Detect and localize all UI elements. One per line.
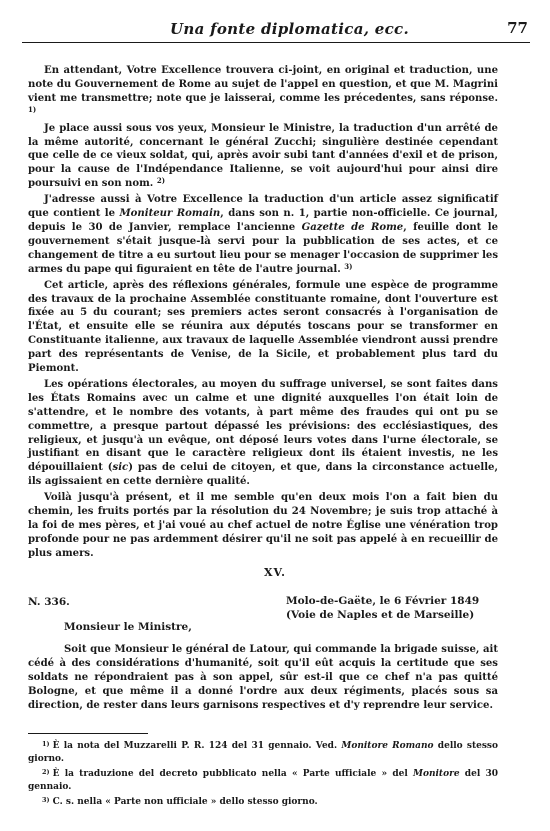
footnote-reference: 1) <box>28 104 37 114</box>
footnote-reference: 3) <box>344 261 353 271</box>
paragraph <box>28 491 498 561</box>
paragraph-text: , dans son n. 1, partie non-officielle. Ce journal, depuis le 30 de Janvier, remplace l'ancienne <box>28 208 498 233</box>
section-number: XV. <box>264 566 286 579</box>
running-title: Una fonte diplomatica, ecc. <box>170 20 410 38</box>
paragraph-text: , feuille dont le gouvernement s'était jusque-là servi pour la pubblication de ses actes, et ce changement de titre a eu surtout lieu pour se menager l'occasion de supprimer les armes du pape qui figuraient en tête de l'autre journal. <box>28 221 499 275</box>
footnote <box>28 740 498 766</box>
footnote-text: È la traduzione del decreto pubblicato nella « Parte ufficiale » del <box>52 769 413 779</box>
paragraph <box>28 279 498 376</box>
route-line: (Voie de Naples et de Marseille) <box>286 609 475 621</box>
footnote-reference: 2) <box>156 176 166 186</box>
paragraph-text: ) pas de celui de citoyen, et que, dans la circonstance actuelle, ils agissaient en cette dernière qualité. <box>28 462 498 488</box>
footnotes <box>28 740 498 809</box>
footnote-mark: 1) <box>42 740 50 748</box>
letter-body <box>28 643 498 713</box>
paragraph-text: Cet article, après des réflexions générales, formule une espèce de programme des travaux de la prochaine Assemblée constituante romaine, dont l'ouverture est fixée au 5 du courant; ses premiers actes seront consacrés à l'organisation de l'État, et ensuite elle se réunira aux députés toscans pour se transformer en Constituante italienne, aux travaux de laquelle Assemblée viendront aussi prendre part des représentants de Venise, de la Sicile, et probablement plus tard du Piemont. <box>28 279 498 375</box>
footnote-text: È la nota del Muzzarelli P. R. 124 del 31 gennaio. Ved. <box>52 741 342 751</box>
footnote-text: C. s. nella « Parte non ufficiale » dello stesso giorno. <box>52 797 318 807</box>
footnote-mark: 2) <box>42 768 50 776</box>
paragraph <box>28 193 498 276</box>
header-rule <box>22 42 530 43</box>
sic-mark: sic <box>112 462 129 474</box>
paragraph <box>28 378 498 489</box>
salutation: Monsieur le Ministre, <box>64 621 192 633</box>
letter-number: N. 336. <box>28 596 70 608</box>
journal-title: Monitore <box>413 769 460 779</box>
paragraph-text: J'adresse aussi à Votre Excellence la traduction d'un article assez significatif que contient le <box>28 194 498 220</box>
paragraph-text: Je place aussi sous vos yeux, Monsieur le Ministre, la traduction d'un arrêté de la même autorité, concernant le général Zucchi; singulière destinée cependant que celle de ce vieux soldat, qui, après avoir subi tant d'années d'exil et de prison, pour la cause de l'Indépendance Italienne, se voit aujourd'hui pour ainsi dire poursuivi en son nom. <box>28 122 498 190</box>
main-text <box>28 64 498 561</box>
place-date-line: Molo-de-Gaëte, le 6 Février 1849 <box>286 595 480 607</box>
footnote-mark: 3) <box>42 796 50 804</box>
place-date <box>286 594 479 622</box>
footnote <box>28 796 498 809</box>
paragraph-text: Les opérations électorales, au moyen du suffrage universel, se sont faites dans les États Romains avec un calme et une dignité auxquelles l'on était loin de s'attendre, et le nombre des votants, à part même des fraudes qui ont pu se commettre, a presque partout dépassé les prévisions: des ecclésiastiques, des religieux, et jusqu'à un evêque, ont déposé leurs votes dans l'urne électorale, se justifiant en disant que le caractère religieux dont ils étaient investis, ne les dépouillaient ( <box>28 378 498 474</box>
paragraph: Soit que Monsieur le général de Latour, qui commande la brigade suisse, ait cédé à des considérations d'humanité, soit qu'il eût acquis la certitude que ses soldats ne répondraient pas à son appel, sûr est-il que ce chef n'a pas quitté Bologne, et que même il a donné l'ordre aux deux régiments, placés sous sa direction, de rester dans leurs garnisons respectives et d'y reprendre leur service. <box>28 644 498 711</box>
journal-title: Moniteur Romain <box>119 208 221 220</box>
journal-title: Monitore Romano <box>341 741 434 751</box>
journal-title: Gazette de Rome <box>301 221 404 233</box>
paragraph-text: Voilà jusqu'à présent, et il me semble qu'en deux mois l'on a fait bien du chemin, les fruits portés par la résolution du 24 Novembre; je suis trop attaché à la foi de mes pères, et j'ai voué au chef actuel de notre Église une vénération trop profonde pour ne pas ardemment désirer qu'il ne soit pas appelé à en recueillir de plus amers. <box>28 492 498 559</box>
page-number: 77 <box>507 19 528 37</box>
paragraph <box>28 64 498 120</box>
footnote-rule <box>28 733 148 734</box>
footnote <box>28 768 498 794</box>
footnote-text: dello stesso giorno. <box>28 741 498 764</box>
paragraph-text: En attendant, Votre Excellence trouvera ci-joint, en original et traduction, une note du Gouvernement de Rome au sujet de l'appel en question, et que M. Magrini vient me transmettre; note que je laisserai, comme les précedentes, sans réponse. <box>28 65 498 104</box>
paragraph <box>28 122 498 192</box>
footnote-text: del 30 gennaio. <box>28 769 498 792</box>
